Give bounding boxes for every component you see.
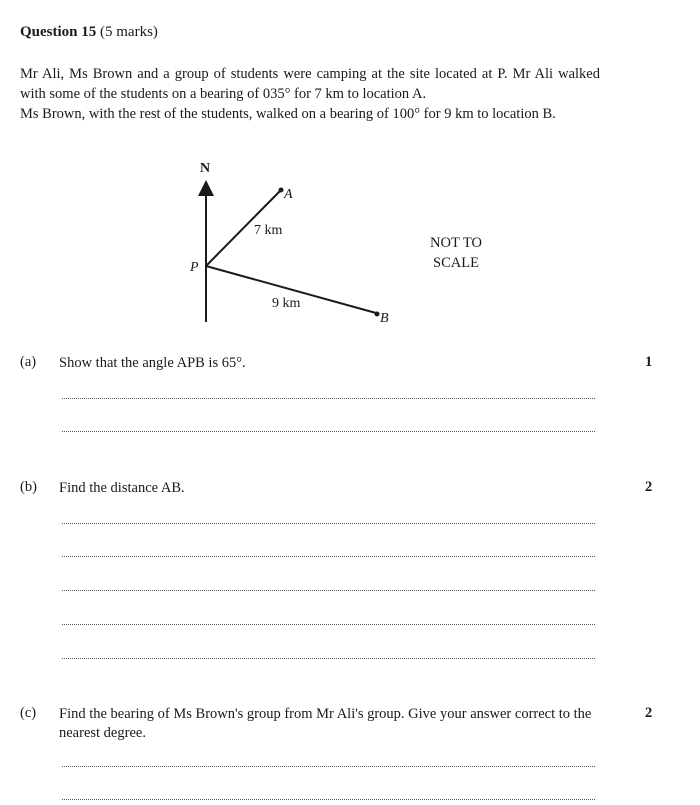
bearing-diagram	[0, 0, 700, 340]
point-a-dot	[279, 188, 284, 193]
point-p-label: P	[190, 260, 199, 275]
not-to-scale-note	[420, 233, 492, 273]
point-b-label: B	[380, 311, 389, 326]
answer-line[interactable]	[62, 556, 595, 557]
scale-text: SCALE	[433, 255, 479, 271]
intro-paragraph-2: Ms Brown, with the rest of the students, walked on a bearing of 100° for 9 km to location B.	[20, 106, 556, 122]
answer-line[interactable]	[62, 766, 595, 767]
part-a-text: Show that the angle APB is 65°.	[59, 355, 246, 371]
answer-line[interactable]	[62, 799, 595, 800]
part-b-text: Find the distance AB.	[59, 480, 185, 496]
part-b-label: (b)	[20, 479, 37, 495]
part-b-marks: 2	[645, 479, 653, 495]
question-marks: (5 marks)	[100, 24, 158, 40]
question-number: Question 15	[20, 24, 97, 40]
answer-line[interactable]	[62, 398, 595, 399]
part-c-text: Find the bearing of Ms Brown's group from Mr Ali's group. Give your answer correct to the nearest degree.	[59, 706, 592, 741]
point-b-dot	[375, 312, 380, 317]
distance-pa-label: 7 km	[254, 223, 283, 238]
answer-line[interactable]	[62, 658, 595, 659]
part-a-marks: 1	[645, 354, 653, 370]
north-label: N	[200, 161, 211, 176]
not-to-text: NOT TO	[430, 235, 482, 251]
answer-line[interactable]	[62, 624, 595, 625]
answer-line[interactable]	[62, 523, 595, 524]
point-a-label: A	[284, 187, 293, 202]
part-c-label: (c)	[20, 705, 37, 721]
distance-pb-label: 9 km	[272, 296, 301, 311]
answer-line[interactable]	[62, 431, 595, 432]
intro-paragraph-1: Mr Ali, Ms Brown and a group of students were camping at the site located at P. Mr Ali walked with some of the students on a bearing of 035° for 7 km to location A.	[20, 66, 600, 102]
answer-line[interactable]	[62, 590, 595, 591]
part-c-marks: 2	[645, 705, 653, 721]
part-a-label: (a)	[20, 354, 37, 370]
